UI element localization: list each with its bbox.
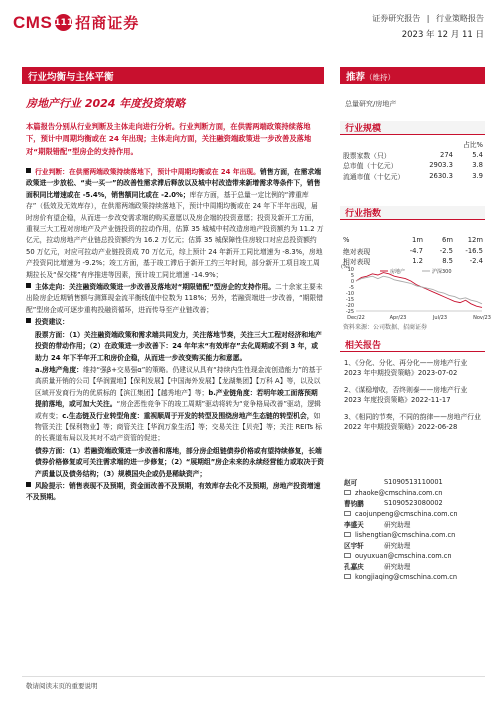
industry-judgment-paragraph xyxy=(26,167,324,281)
logo-company-name: 招商证券 xyxy=(75,14,140,32)
report-category: 总量研究/房地产 xyxy=(345,100,397,108)
rating-label: 推荐 xyxy=(346,72,366,83)
series-line-1 xyxy=(356,276,482,304)
y-tick-label: -25 xyxy=(345,308,354,315)
row-pct: 3.9 xyxy=(472,171,483,180)
contact-id: 研究助理 xyxy=(384,521,411,530)
contact-email-text[interactable]: zhaoke@cmschina.com.cn xyxy=(355,488,443,497)
contact-row xyxy=(344,519,484,530)
stock-advice-text: 股票方面：（1）关注融资端政策和需求端共同发力，关注落地节奏，关注三大工程对经济和地产投资的带动作用；（2）在政策进一步改善下：24 年年末“有效库存”去化周期或不到 3 年，或助力 24 年下半年开工和房价企稳，从而进一步改变购买能力和意愿。 xyxy=(35,330,322,362)
paragraph-lead: 投资建议： xyxy=(35,318,69,327)
report-type: 证券研究报告 xyxy=(372,14,421,23)
contact-email[interactable] xyxy=(344,572,484,583)
contact-id: S1090523080002 xyxy=(384,499,443,508)
completion-text: 竣工方面，基于竣工滞后于新开工约三年时间，部分新开工项目竣工周期拉长及“保交楼”有序推进等因素，预计竣工同比增速 -14.9%； xyxy=(26,259,320,279)
paragraph-text: 维持“强β+交易强α”的策略。仍建议从具有“持续内生性现金流创造能力”的基于高质量开销的公司【华润置地】【保利发展】【中国海外发展】【龙湖集团】【万科 A】等，以及以区域开发商行为的优质标的【滨江集团】【越秀地产】等； xyxy=(35,365,323,397)
list-item[interactable]: 2、《谋稳增收，否终则泰——房地产行业 2023 年度投资策略》2022-11-17 xyxy=(344,385,468,405)
col-header: 12m xyxy=(467,236,483,245)
footer-divider xyxy=(22,676,485,677)
x-tick-label: Nov/23 xyxy=(473,315,491,321)
paragraph-lead: a.房地产角度： xyxy=(35,365,83,374)
x-tick-label: Jul/23 xyxy=(432,315,448,321)
y-tick-label: 0 xyxy=(350,278,354,285)
row-pct: 3.8 xyxy=(472,161,483,170)
envelope-icon xyxy=(344,532,351,537)
contact-row xyxy=(344,561,484,572)
contact-row xyxy=(344,498,484,509)
y-tick-label: 10 xyxy=(347,266,354,273)
risk-text: 风险提示：销售表现不及预期，资金面改善不及预期，有效库存去化不及预期，房地产投资增速不及预期。 xyxy=(26,481,321,502)
table-row xyxy=(343,171,483,182)
bullet-square-icon xyxy=(26,482,31,487)
analyst-contacts xyxy=(344,477,484,582)
report-body xyxy=(26,167,324,505)
logo-badge-icon: 111 xyxy=(55,14,72,31)
row-value: -2.5 xyxy=(439,246,453,255)
col-header: 1m xyxy=(412,236,423,245)
legend-label: 沪深300 xyxy=(432,268,452,275)
paragraph-lead: 行业判断：在供需两端政策持续落地下，预计中周期均衡或在 24 年出现。 xyxy=(35,168,260,176)
contact-row xyxy=(344,540,484,551)
y-tick-label: -20 xyxy=(345,302,354,309)
chart-source: 资料来源：公司数据、招商证券 xyxy=(343,324,428,331)
company-logo xyxy=(13,12,139,33)
report-summary: 本篇报告分别从行业判断及主体走向进行分析。行业判断方面，在供需两端政策持续落地下，预计中周期均衡或在 24 年出现；主体走向方面，关注融资端政策进一步改善及落地对“期限错配”型房企的支持作用。 xyxy=(26,122,312,156)
table-row xyxy=(343,160,483,171)
contact-id: 研究助理 xyxy=(384,542,411,551)
contact-name: 区宇轩 xyxy=(344,542,364,551)
bond-advice-paragraph xyxy=(26,446,324,480)
envelope-icon xyxy=(344,574,351,579)
contact-name: 孔嘉庆 xyxy=(344,563,364,572)
row-value: 2630.3 xyxy=(429,171,453,180)
contact-email-text[interactable]: ouyuxuan@cmschina.com.cn xyxy=(355,551,452,560)
y-tick-label: -15 xyxy=(345,296,354,303)
y-tick-label: -10 xyxy=(345,290,354,297)
list-item[interactable]: 1、《分化、分化、再分化——房地产行业 2023 年中期投资策略》2023-07-02 xyxy=(344,359,468,378)
stock-advice-paragraph xyxy=(26,330,324,364)
section-banner: 行业均衡与主体平衡 xyxy=(22,67,324,84)
footer-note: 敬请阅读末页的重要说明 xyxy=(26,682,98,690)
y-axis-label: (%) xyxy=(341,264,350,270)
contact-email[interactable] xyxy=(344,488,484,499)
paragraph-lead: 主体走向：关注融资端政策进一步改善及落地对“期限错配”型房企的支持作用。 xyxy=(35,283,276,292)
bullet-square-icon xyxy=(26,318,31,323)
envelope-icon xyxy=(344,490,351,495)
row-value: 8.5 xyxy=(442,257,453,266)
row-value: -16.5 xyxy=(465,246,483,255)
investment-text: 投资及新开工方面，重视三大工程对房地产及产业链投资的拉动作用，估算 35 城城中村改造房地产投资额约为 11.2 万亿元，拉动房地产产业链总投资额约为 16.2 万亿元；估算 35 城保障性住房较口对应总投资额约 50 万亿元，对应可拉动产业链投资成 70 万亿元，综上预计 24 年新开工同比增速为 -8.3%，房地产投资同比增速为 -9.2%； xyxy=(26,213,324,268)
rating-banner xyxy=(340,67,485,84)
paragraph-lead: b.产业链角度：若明年竣工面落预期提前落地，或可加大关注。 xyxy=(35,388,318,409)
sales-text: 销售方面，在需求端政策进一步放松、“卖一买一”的改善性需求滞后释放以及城中村改造带来新增需求等条件下，销售面积同比增速或在 -5.4%，销售额同比或在 -2.0%； xyxy=(26,168,322,199)
y-tick-label: 5 xyxy=(350,272,354,279)
contact-id: 研究助理 xyxy=(384,563,411,572)
table-row xyxy=(343,150,483,161)
report-title: 房地产行业 2024 年度投资策略 xyxy=(26,97,186,110)
row-value: -4.7 xyxy=(409,246,423,255)
x-tick-label: Apr/23 xyxy=(389,315,407,321)
inventory-text: 库存方面，基于总量一定比例的“滞重库存”（低效及无效库存），在供需两端政策持续落地下，预计中周期均衡或在 24 年下半年出现，届时房价有望企稳，从而进一步改变需求端的购买意愿以及房企端的投资意愿； xyxy=(26,190,318,222)
row-pct: 5.4 xyxy=(472,150,483,159)
paragraph-text: “房企恶性竞争下的竣工周期”驱动将转为“竞争格局改善”驱动，逻辑或有变； xyxy=(35,400,321,420)
investment-advice-paragraph xyxy=(26,317,324,328)
contact-email[interactable] xyxy=(344,551,484,562)
rating-sub: （维持） xyxy=(365,73,396,82)
row-value: -2.4 xyxy=(469,257,483,266)
row-value: 2903.3 xyxy=(429,161,453,170)
bullet-square-icon xyxy=(26,283,31,288)
contact-name: 曹钧鹏 xyxy=(344,500,364,509)
bullet-square-icon xyxy=(26,168,31,173)
row-label: 股票家数（只） xyxy=(343,151,391,160)
report-date: 2023 年 12 月 11 日 xyxy=(401,30,484,40)
series-line-0 xyxy=(356,273,482,308)
row-label: 流通市值（十亿元） xyxy=(343,172,405,181)
contact-name: 李盛天 xyxy=(344,521,364,530)
list-item[interactable]: 3、《相同的节奏，不同的韵律——房地产行业 2022 年中期投资策略》2022-06-28 xyxy=(344,412,481,432)
real-estate-angle-paragraph xyxy=(26,365,324,445)
industry-scale-table xyxy=(343,139,483,181)
contact-id: S1090513110001 xyxy=(384,478,443,487)
risk-paragraph xyxy=(26,481,324,504)
envelope-icon xyxy=(344,511,351,516)
related-reports-heading: 相关报告 xyxy=(340,338,485,352)
envelope-icon xyxy=(344,553,351,558)
bond-advice-text: 债券方面：（1）若融资端政策进一步改善和落地，部分房企组链债券价格或有望持续修复，长端债券价格修复或可关注需求端的进一步修复；（2）“展期组”房企未来的永续经营能力或取决于资产质量以及债务结构；（3）规模国央企或仍是稀缺资产； xyxy=(35,446,324,478)
y-tick-label: -5 xyxy=(349,284,354,291)
contact-email-text[interactable]: kongjiaqing@cmschina.com.cn xyxy=(355,572,458,581)
pct-header: 占比% xyxy=(462,141,483,150)
industry-index-heading: 行业指数 xyxy=(340,206,485,220)
header-separator: | xyxy=(426,14,430,23)
col-header: % xyxy=(343,236,350,245)
related-reports-list xyxy=(344,358,484,438)
industry-index-table xyxy=(343,235,483,267)
table-header xyxy=(343,235,483,246)
paragraph-text: 如物管关注【保利物业】等；商管关注【华润万象生活】等；交易关注【贝壳】等；关注 REITs 标的长赛道布局以及其对不动产资管的促进； xyxy=(35,411,322,443)
legend-label: 房地产 xyxy=(390,268,406,275)
industry-index-chart xyxy=(340,264,491,325)
row-value: 1.2 xyxy=(412,257,423,266)
row-value: 274 xyxy=(440,150,453,159)
report-subtype: 行业策略报告 xyxy=(436,14,484,23)
row-label: 绝对表现 xyxy=(343,247,371,256)
entity-direction-paragraph xyxy=(26,282,324,316)
paragraph-text: 二十余家主要未出险房企近期销售额与测算现金流平衡线值中位数为 118%；另外，若融资端进一步改善，“期限错配”型房企或可逐步重构投融资循环，进而传导至产业链改善； xyxy=(26,283,323,314)
contact-email-text[interactable]: caojunpeng@cmschina.com.cn xyxy=(355,509,458,518)
contact-email[interactable] xyxy=(344,509,484,520)
logo-cms-text: CMS xyxy=(13,12,53,32)
contact-name: 赵可 xyxy=(344,479,358,488)
contact-email[interactable] xyxy=(344,530,484,541)
row-label: 相对表现 xyxy=(343,258,371,267)
industry-scale-heading: 行业规模 xyxy=(340,121,485,135)
x-tick-label: Dec/22 xyxy=(347,315,365,321)
table-row xyxy=(343,246,483,257)
row-label: 总市值（十亿元） xyxy=(343,162,398,171)
report-header-meta xyxy=(368,13,484,40)
contact-email-text[interactable]: lishengtian@cmschina.com.cn xyxy=(355,530,456,539)
contact-row xyxy=(344,477,484,488)
col-header: 6m xyxy=(442,236,453,245)
paragraph-lead: c.生态链及行业转型角度：重视顺周于开发的转型及围绕房地产生态链的转型机会， xyxy=(62,411,314,420)
